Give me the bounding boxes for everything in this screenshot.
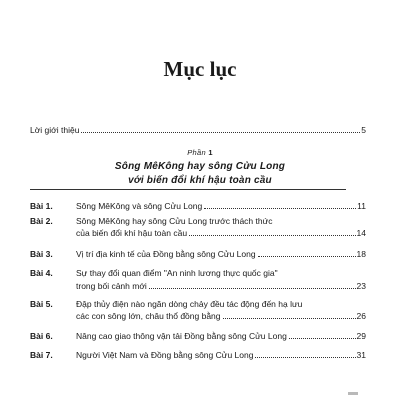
lesson-title-line2: trong bối cảnh mới bbox=[76, 281, 147, 291]
part-number: 1 bbox=[208, 148, 213, 157]
lesson-title-line2: của biến đổi khí hậu toàn cầu bbox=[76, 228, 188, 238]
part-title-line1: Sông MêKông hay sông Cửu Long bbox=[114, 161, 286, 172]
dot-leader bbox=[149, 288, 356, 289]
lesson-page: 18 bbox=[356, 249, 366, 259]
lesson-number: Bài 4. bbox=[30, 268, 53, 278]
lesson-page: 26 bbox=[356, 311, 366, 321]
lesson-page: 29 bbox=[356, 331, 366, 341]
lesson-page: 11 bbox=[357, 201, 366, 211]
lesson-page: 23 bbox=[356, 281, 366, 291]
part-label bbox=[0, 148, 400, 157]
lesson-title-line1: Sông MêKông hay sông Cửu Long trước thách thức bbox=[76, 216, 273, 226]
part-title-line2: với biến đổi khí hậu toàn cầu bbox=[128, 175, 272, 186]
intro-label: Lời giới thiệu bbox=[30, 125, 80, 135]
lesson-number: Bài 5. bbox=[30, 299, 53, 309]
toc-entry-intro[interactable] bbox=[30, 124, 366, 136]
lesson-number: Bài 7. bbox=[30, 350, 53, 360]
dot-leader bbox=[255, 357, 355, 358]
lesson-title-line2: các con sông lớn, châu thổ đồng bằng bbox=[76, 311, 221, 321]
intro-page: 5 bbox=[361, 125, 366, 135]
page-edge-marker bbox=[348, 392, 358, 395]
lesson-number: Bài 1. bbox=[30, 201, 53, 211]
lesson-number: Bài 3. bbox=[30, 249, 53, 259]
lesson-number: Bài 6. bbox=[30, 331, 53, 341]
dot-leader bbox=[289, 338, 356, 339]
lesson-title: Người Việt Nam và Đồng bằng sông Cửu Long bbox=[76, 350, 254, 360]
part-word: Phần bbox=[187, 148, 206, 157]
lesson-title: Vị trí địa kinh tế của Đồng bằng sông Cửu Long bbox=[76, 249, 256, 259]
lesson-page: 14 bbox=[356, 228, 366, 238]
lesson-number: Bài 2. bbox=[30, 216, 53, 226]
dot-leader bbox=[204, 208, 356, 209]
part-title-underline bbox=[30, 189, 346, 190]
dot-leader bbox=[258, 256, 356, 257]
lesson-page: 31 bbox=[356, 350, 366, 360]
dot-leader bbox=[223, 318, 356, 319]
dot-leader bbox=[189, 235, 355, 236]
lesson-title: Nâng cao giao thông vận tải Đồng bằng sông Cửu Long bbox=[76, 331, 287, 341]
lesson-title-line1: Sự thay đổi quan điểm "An ninh lương thực quốc gia" bbox=[76, 268, 278, 278]
lesson-title: Sông MêKông và sông Cửu Long bbox=[76, 201, 203, 211]
lesson-title-line1: Đập thủy điện nào ngăn dòng chảy đều tác động đến hạ lưu bbox=[76, 299, 303, 309]
dot-leader bbox=[81, 132, 360, 133]
toc-title: Mục lục bbox=[163, 57, 237, 81]
